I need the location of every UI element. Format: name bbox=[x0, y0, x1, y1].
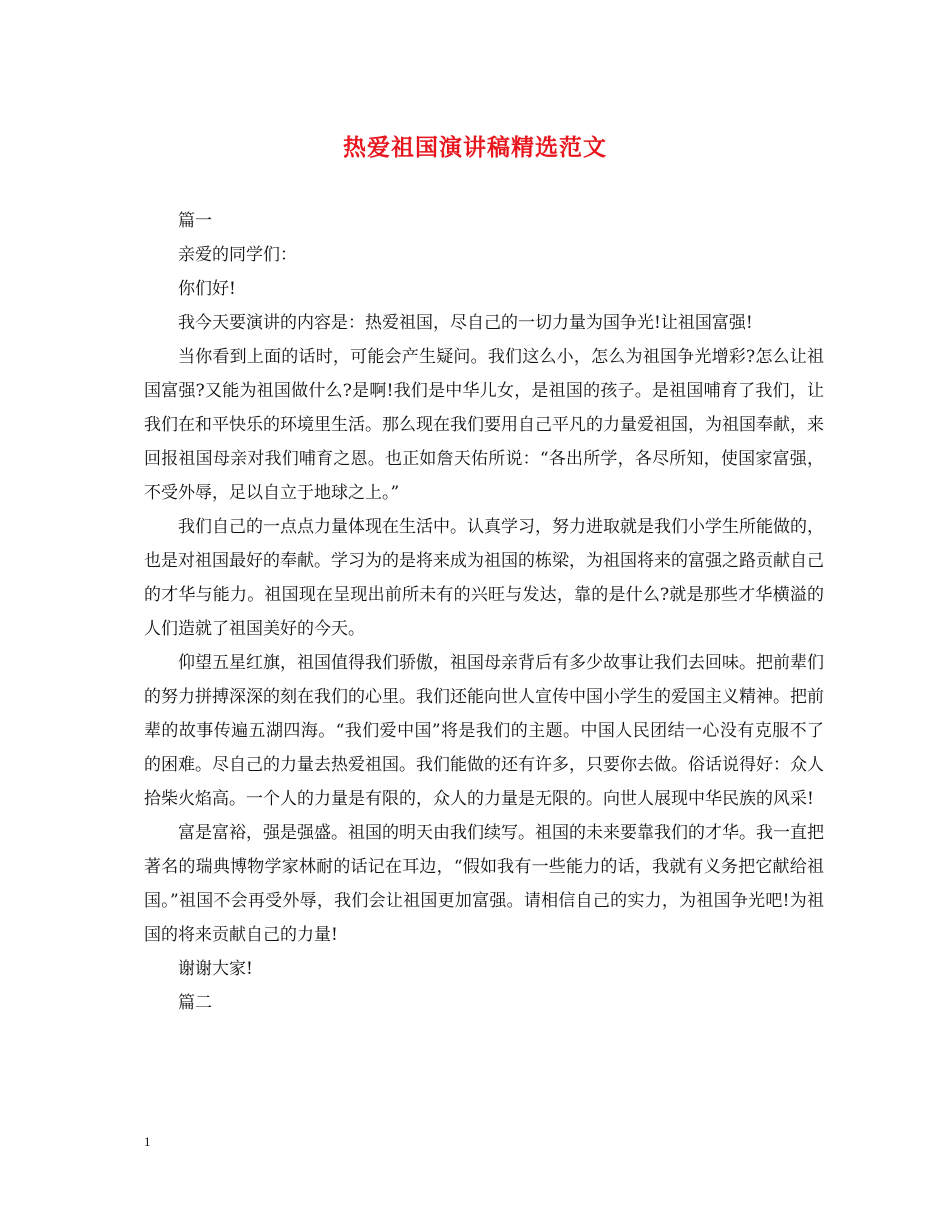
paragraph: 当你看到上面的话时，可能会产生疑问。我们这么小，怎么为祖国争光增彩?怎么让祖国富强?又能为祖国做什么?是啊!我们是中华儿女，是祖国的孩子。是祖国哺育了我们，让我们在和平快乐的环境里生活。那么现在我们要用自己平凡的力量爱祖国，为祖国奉献，来回报祖国母亲对我们哺育之恩。也正如詹天佑所说：“各出所学，各尽所知，使国家富强，不受外辱，足以自立于地球之上。” bbox=[144, 347, 824, 503]
paragraph: 富是富裕，强是强盛。祖国的明天由我们续写。祖国的未来要靠我们的才华。我一直把著名的瑞典博物学家林耐的话记在耳边，“假如我有一些能力的话，我就有义务把它献给祖国。”祖国不会再受外辱，我们会让祖国更加富强。请相信自己的实力，为祖国争光吧!为祖国的将来贡献自己的力量! bbox=[144, 823, 824, 945]
section-heading-1: 篇一 bbox=[178, 211, 212, 231]
document-title: 热爱祖国演讲稿精选范文 bbox=[343, 134, 607, 161]
document-body bbox=[144, 204, 824, 1020]
salutation: 亲爱的同学们： bbox=[178, 245, 297, 265]
paragraph: 仰望五星红旗，祖国值得我们骄傲，祖国母亲背后有多少故事让我们去回味。把前辈们的努力拼搏深深的刻在我们的心里。我们还能向世人宣传中国小学生的爱国主义精神。把前辈的故事传遍五湖四海。“我们爱中国”将是我们的主题。中国人民团结一心没有克服不了的困难。尽自己的力量去热爱祖国。我们能做的还有许多，只要你去做。俗话说得好：众人拾柴火焰高。一个人的力量是有限的，众人的力量是无限的。向世人展现中华民族的风采! bbox=[144, 653, 824, 809]
paragraph: 我今天要演讲的内容是：热爱祖国，尽自己的一切力量为国争光!让祖国富强! bbox=[178, 313, 753, 333]
greeting: 你们好! bbox=[178, 279, 236, 299]
closing: 谢谢大家! bbox=[178, 959, 253, 979]
section-heading-2: 篇二 bbox=[178, 993, 212, 1013]
paragraph: 我们自己的一点点力量体现在生活中。认真学习，努力进取就是我们小学生所能做的，也是对祖国最好的奉献。学习为的是将来成为祖国的栋梁，为祖国将来的富强之路贡献自己的才华与能力。祖国现在呈现出前所未有的兴旺与发达，靠的是什么?就是那些才华横溢的人们造就了祖国美好的今天。 bbox=[144, 517, 824, 639]
page-number: 1 bbox=[144, 1134, 151, 1149]
